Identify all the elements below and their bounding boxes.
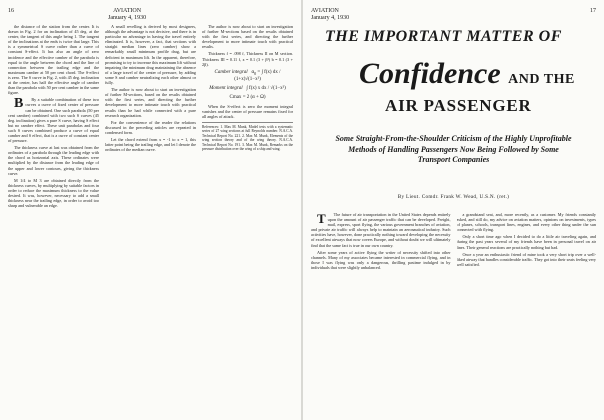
left-col2-para-3: For the convenience of the reader the relations discussed in the preceding articles are repeated in condensed form.: [105, 119, 196, 135]
left-header-date: January 4, 1930: [108, 15, 147, 21]
left-col1-para-3: The thickness curve at last was obtained from the ordinates of a parabola through the leading edge with the chord as horizontal axis. These ordinates were multiplied by the distance from the leading edge of the upper and lower contours, giving the thickness curve.: [8, 145, 99, 176]
left-col1-para-2: B By a suitable combination of these two curves a curve of fixed center of pressure can be obtained. One such parabola (50 per cent camber) combined with two such S curves (45 deg. inclination) gives a pure S curve, having S effect but no camber effect. These unit parabolas and four such S curves combined produce a curve of equal camber and S effect, that is a curve of constant center of pressure.: [8, 96, 99, 144]
left-page-header: [8, 8, 293, 22]
right-column-2: [457, 212, 597, 412]
right-header-title: AVIATION: [311, 8, 339, 14]
left-col1-para-1: the distance of the station from the center. It is drawn in Fig. 2 for an inclination of 45 deg. at the center, the tangent of this angle being 1. The tangent of the inclinations at the ends is twice that large. This is a symmetrical S curve rather than a curve of constant S-effect. It has also an angle of zero incidence and the effective camber of the parabola is equal to the angle between the chord and the line of connection between the trailing edge and the maximum camber at 50 per cent chord. The S-effect is zero. The S curve in Fig. 2, with 45 deg. inclination at the center, has half the effective angle of camber than the parabola with 50 per cent camber in the same figure.: [8, 24, 99, 96]
left-footnotes: References: 1. Max M. Munk, Model tests with a systematic series of 27 wing sections at full Reynolds number. N.A.C.A. Technical Report No. 221. 2. Max M. Munk, Elements of the wing section theory and of the wing theory. N.A.C.A. Technical Report No. 191. 3. Max M. Munk, Remarks on the pressure distribution over the wing of a ship and wing.: [202, 122, 293, 151]
right-page-columns: [311, 212, 596, 412]
title-and-the: AND THE: [508, 72, 575, 87]
article-subtitle: Some Straight-From-the-Shoulder Criticism of the Highly Unprofitable Methods of Handling Passengers Now Being Followed by Some Transport Companies: [335, 134, 572, 164]
right-column-1: [311, 212, 451, 412]
left-col3-para-2: Thickness f = .098 f, Thickness II on M section. Thickness III = 0.11 f, x = 0.1 (3 + β²) b = 0.1 (3 + 2β).: [202, 51, 293, 67]
equation-moment-label: Moment integral: [209, 85, 243, 91]
right-page-number: 17: [590, 8, 596, 14]
equation-camber-label: Camber integral: [214, 69, 248, 75]
article-byline: By Lieut. Comdr. Frank W. Wead, U.S.N. (ret.): [397, 194, 510, 200]
left-col2-para-2: The author is now about to start an investigation of further M-sections, based on the results obtained with the first series, and directing the further development to more intimate touch with practical results than he had while connected with a pure research organization.: [105, 87, 196, 118]
right-header-publication: [311, 8, 349, 22]
article-title-line-3: AIR PASSENGER: [385, 96, 532, 115]
left-column-2: [105, 24, 196, 412]
right-page: [303, 0, 604, 420]
article-title-line-1: THE IMPORTANT MATTER OF: [325, 28, 562, 45]
equation-tag: Cmax = 2 (α + Ω): [229, 94, 266, 100]
equation-moment: Moment integral ∫ f(x) x dx / √(1−x²): [209, 85, 286, 91]
left-page-columns: [8, 24, 293, 412]
left-col2-para-1: A small revelling is derived by most designers, although the advantage is not decisive, and there is in particular no advantage in having the travel entirely eliminated. It is, however, a fact, that sections with straight median lines (zero camber) show a remarkably small minimum profile drag, but are deficient in maximum lift. In the apparent, therefore, promising to try to increase this maximum lift without impairing the minimum drag maintaining the absence of a large travel of the center of pressure, by adding some S and camber neutralizing each other almost or fully.: [105, 24, 196, 86]
right-col2-para-1: a grandstand seat, and, more recently, as a customer. My friends constantly asked, and still do, my advice on aviation matters, opinions on investments, types of planes, schools, transport lines, engines, and every other thing under the sun connected with flying.: [456, 212, 596, 233]
left-column-1: [8, 24, 99, 412]
left-column-3: [202, 24, 293, 412]
article-dropcap: T: [317, 212, 326, 226]
equation-camber: Camber integral $\alpha_0$ = ∫ f(x) dx / (1+x)√(1−x²): [214, 69, 281, 82]
right-col1-para-1: T The future of air transportation in the United States depends entirely upon the amount of air passenger traffic that can be developed. Freight, mail, express, sport flying, the various government branches of aviation, and private air traffic will always help to maintain an aeronautical industry. Such activities have, however, done practically nothing toward developing the necessity of excellent airways that now covers Europe, and without doubt we will ultimately find that the same fact is true in our own country.: [311, 212, 451, 248]
left-header-publication: [108, 8, 146, 22]
right-page-header: [311, 8, 596, 22]
left-page-number: 16: [8, 8, 14, 14]
left-col3-para-1: The author is now about to start an investigation of further M-sections based on the results obtained with the first series, and directing the further development to more intimate touch with practical results.: [202, 24, 293, 50]
right-header-date: January 4, 1930: [311, 15, 350, 21]
left-col1-para-4: M 1/4 to M 3 are obtained directly from the thickness curves, by multiplying by suitable factors in order to reduce the maximum thickness to the value desired. It was, however, necessary to add a small thickness near the trailing edge, in order to avoid too sharp and vulnerable an edge.: [8, 177, 99, 209]
right-col2-para-3: Once a year an enthusiastic friend of mine took a very short trip over a well-liked airway that handles considerable traffic. They got into their seats feeling very well satisfied.: [456, 251, 596, 267]
right-col1-para-2: After some years of active flying the writer of necessity shifted into other channels. Many of my associates became interested in commercial flying, and in those I was flying was only a dangerous, thrilling pastime indulged in by individuals that were slightly unbalanced.: [311, 249, 451, 270]
left-header-title: AVIATION: [113, 8, 142, 14]
left-col1-dropcap: B: [14, 96, 24, 112]
left-col2-para-4: Let the chord extend from x = -1 to x = 1, this latter point being the trailing edge, and let l denote the ordinates of the median curve.: [105, 136, 196, 153]
title-confidence-word: Confidence: [359, 57, 501, 90]
left-col3-para-3: When the S-effect is zero the moment integral vanishes and the center of pressure remains fixed for all angles of attack.: [202, 103, 293, 119]
article-title-confidence: [359, 58, 594, 96]
right-col2-para-2: Only a short time ago when I decided to do a little air traveling again, and during the past years several of my friends have been in personal travel on air lines. Their general reactions are practically nothing but bad.: [456, 234, 596, 250]
left-page: [0, 0, 301, 420]
